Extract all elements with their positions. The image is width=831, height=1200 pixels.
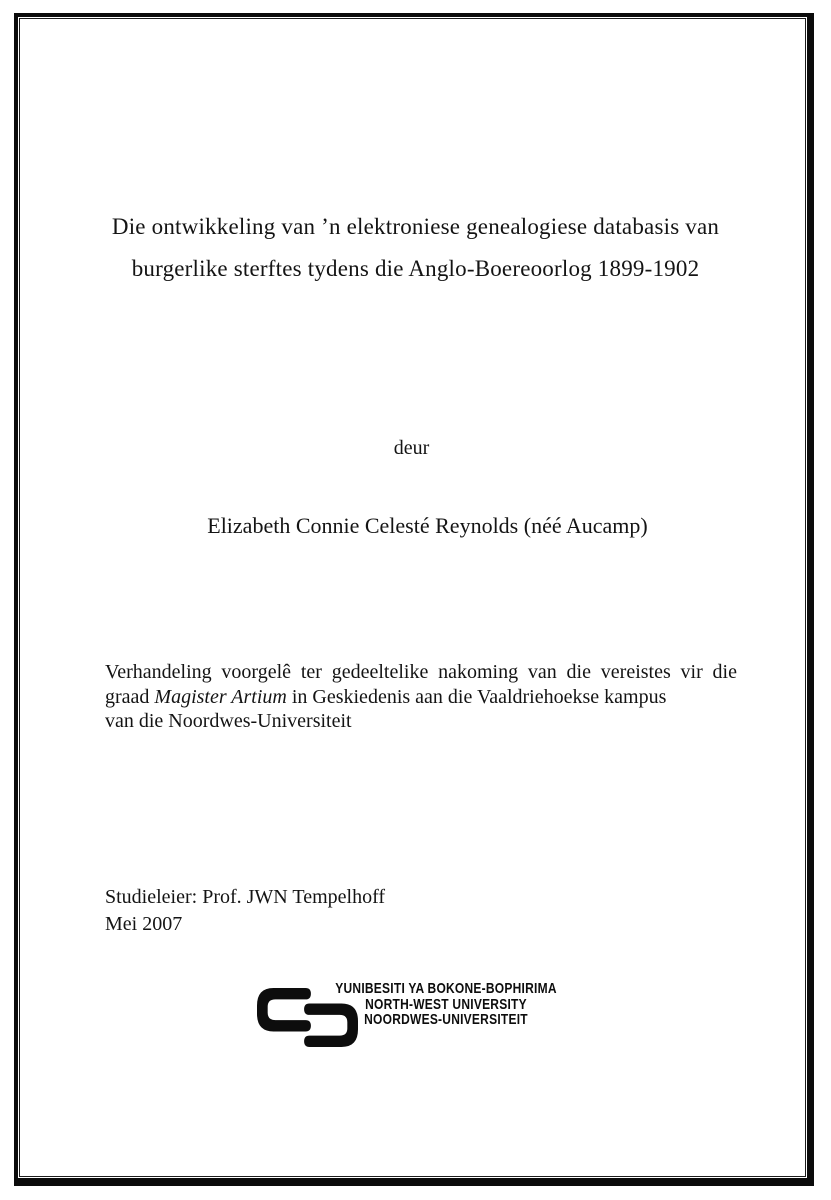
logo-line-setswana: YUNIBESITI YA BOKONE-BOPHIRIMA [335, 980, 557, 997]
statement-line-2-prefix: graad [105, 685, 155, 708]
byline: deur [393, 437, 430, 459]
logo-line-english: NORTH-WEST UNIVERSITY [365, 995, 527, 1013]
submission-statement [105, 660, 737, 734]
logo-line-afrikaans: NOORDWES-UNIVERSITEIT [364, 1011, 528, 1029]
university-logo [257, 981, 587, 1056]
title-line-1: Die ontwikkeling van ’n elektroniese genealogiese databasis van [111, 214, 720, 239]
statement-line-2 [105, 685, 737, 710]
supervisor-block [105, 884, 385, 938]
author-name: Elizabeth Connie Celesté Reynolds (néé Aucamp) [207, 513, 648, 538]
date-line: Mei 2007 [105, 913, 183, 935]
statement-line-3: van die Noordwes-Universiteit [105, 710, 352, 732]
university-logo-text [318, 981, 574, 1028]
supervisor-line: Studieleier: Prof. JWN Tempelhoff [105, 886, 386, 908]
document-title [0, 206, 831, 290]
degree-name: Magister Artium [154, 685, 287, 708]
statement-line-1: Verhandeling voorgelê ter gedeeltelike nakoming van die vereistes vir die [105, 661, 737, 683]
title-line-2: burgerlike sterftes tydens die Anglo-Boereoorlog 1899-1902 [131, 256, 700, 281]
statement-line-2-suffix: in Geskiedenis aan die Vaaldriehoekse kampus [286, 685, 667, 708]
